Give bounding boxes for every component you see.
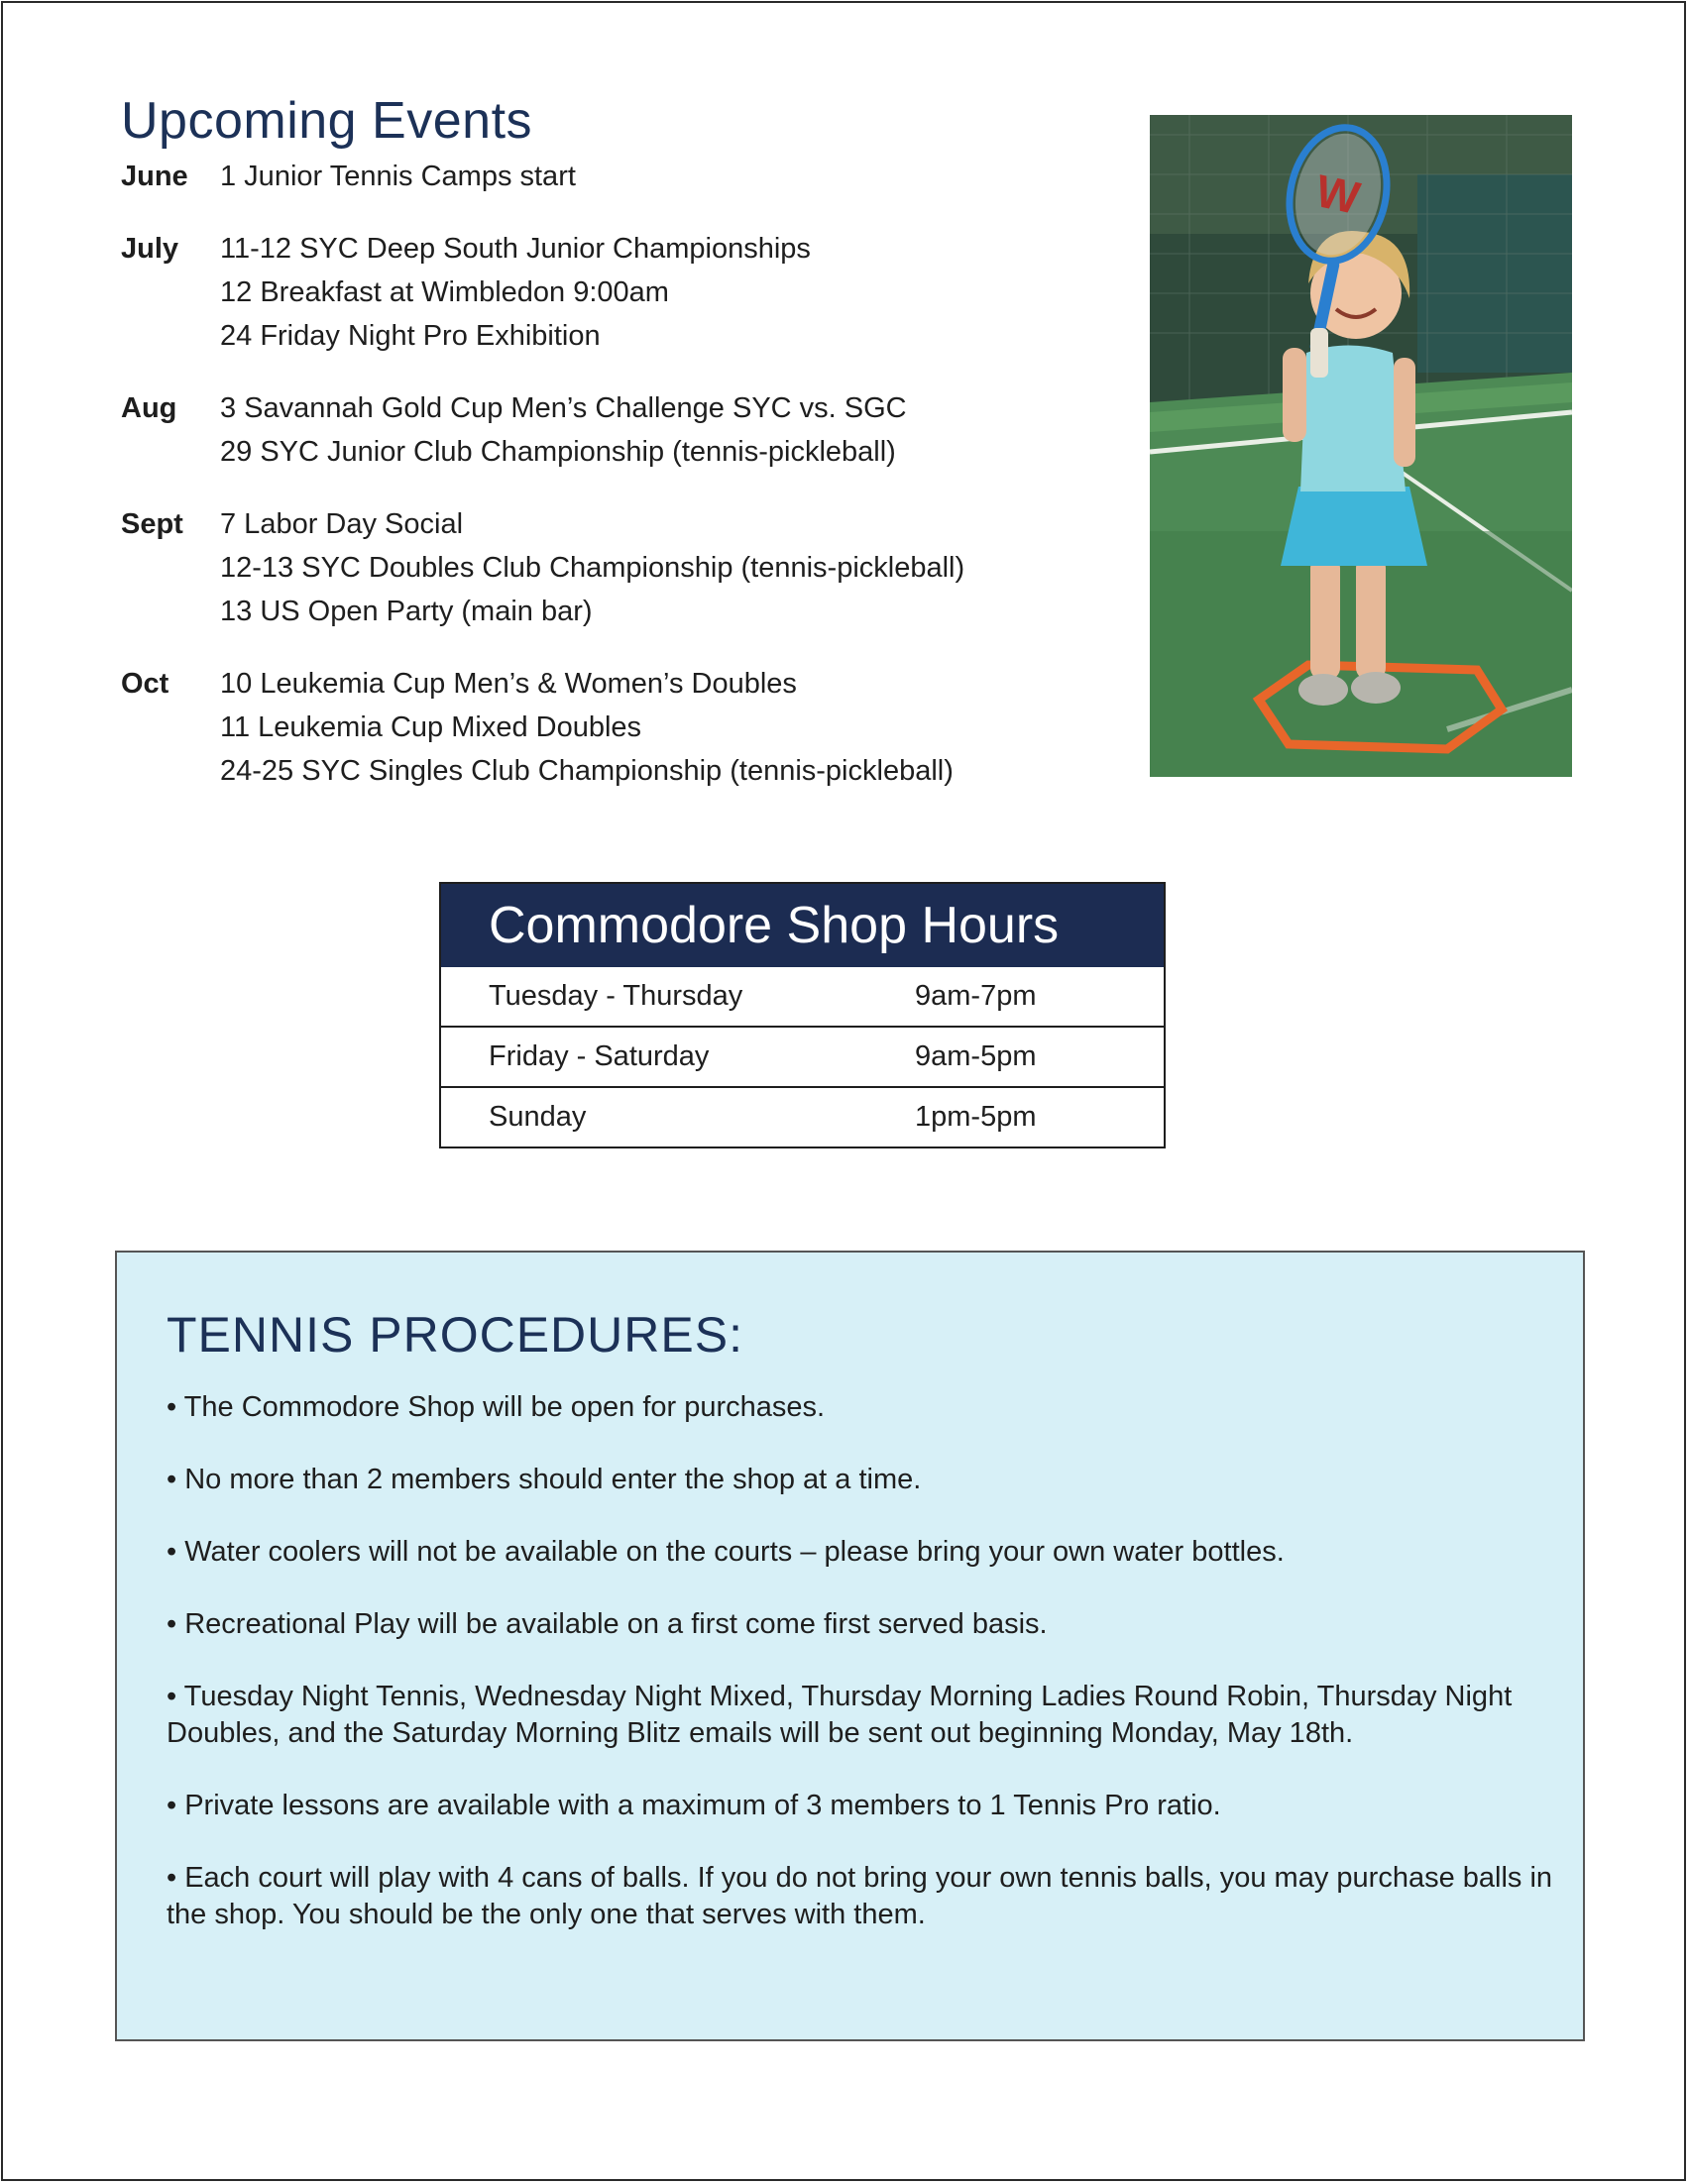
- month-group-sept: [121, 502, 1112, 633]
- list-item: • No more than 2 members should enter the shop at a time.: [167, 1464, 922, 1495]
- month-label: Aug: [121, 392, 177, 424]
- month-label: July: [121, 233, 179, 265]
- event-item: 12 Breakfast at Wimbledon 9:00am: [220, 276, 669, 308]
- events-list: [121, 155, 1112, 821]
- svg-text:W: W: [1311, 164, 1365, 224]
- hours-day: Friday - Saturday: [489, 1040, 710, 1072]
- month-label: Oct: [121, 668, 169, 700]
- list-item: • Tuesday Night Tennis, Wednesday Night Mixed, Thursday Morning Ladies Round Robin, Thursday Night Doubles, and the Saturday Morning Blitz emails will be sent out beginning Monday, May 18th.: [167, 1681, 1513, 1749]
- event-item: 29 SYC Junior Club Championship (tennis-pickleball): [220, 436, 896, 468]
- event-item: 11 Leukemia Cup Mixed Doubles: [220, 711, 642, 743]
- event-item: 1 Junior Tennis Camps start: [220, 161, 576, 192]
- event-item: 24-25 SYC Singles Club Championship (tennis-pickleball): [220, 755, 954, 787]
- event-item: 13 US Open Party (main bar): [220, 596, 593, 627]
- table-row: [441, 967, 1164, 1026]
- month-label: June: [121, 161, 188, 192]
- table-row: [441, 1026, 1164, 1086]
- shop-hours-table: [439, 882, 1166, 1148]
- month-label: Sept: [121, 508, 183, 540]
- event-item: 3 Savannah Gold Cup Men’s Challenge SYC vs. SGC: [220, 392, 907, 424]
- tennis-procedures-panel: [115, 1251, 1585, 2041]
- shop-hours-title: Commodore Shop Hours: [441, 884, 1164, 967]
- hours-time: 1pm-5pm: [915, 1101, 1037, 1133]
- list-item: • Water coolers will not be available on the courts – please bring your own water bottles.: [167, 1536, 1285, 1568]
- event-item: 24 Friday Night Pro Exhibition: [220, 320, 601, 352]
- list-item: • Private lessons are available with a maximum of 3 members to 1 Tennis Pro ratio.: [167, 1790, 1221, 1821]
- month-group-july: [121, 227, 1112, 358]
- procedures-list: [167, 1389, 1554, 1969]
- child-with-tennis-racket-photo: [1150, 115, 1572, 777]
- list-item: • Recreational Play will be available on a first come first served basis.: [167, 1608, 1048, 1640]
- event-item: 10 Leukemia Cup Men’s & Women’s Doubles: [220, 668, 797, 700]
- hours-day: Sunday: [489, 1101, 587, 1133]
- list-item: • Each court will play with 4 cans of balls. If you do not bring your own tennis balls, you may purchase balls in the shop. You should be the only one that serves with them.: [167, 1862, 1553, 1930]
- procedures-title: TENNIS PROCEDURES:: [167, 1307, 743, 1363]
- table-row: [441, 1086, 1164, 1147]
- hours-time: 9am-7pm: [915, 980, 1037, 1012]
- event-item: 12-13 SYC Doubles Club Championship (tennis-pickleball): [220, 552, 965, 584]
- event-item: 11-12 SYC Deep South Junior Championships: [220, 233, 811, 265]
- month-group-aug: [121, 386, 1112, 474]
- hours-day: Tuesday - Thursday: [489, 980, 743, 1012]
- events-title: Upcoming Events: [121, 92, 533, 150]
- month-group-oct: [121, 662, 1112, 793]
- hours-time: 9am-5pm: [915, 1040, 1037, 1072]
- event-item: 7 Labor Day Social: [220, 508, 464, 540]
- month-group-june: [121, 155, 1112, 198]
- list-item: • The Commodore Shop will be open for purchases.: [167, 1391, 826, 1423]
